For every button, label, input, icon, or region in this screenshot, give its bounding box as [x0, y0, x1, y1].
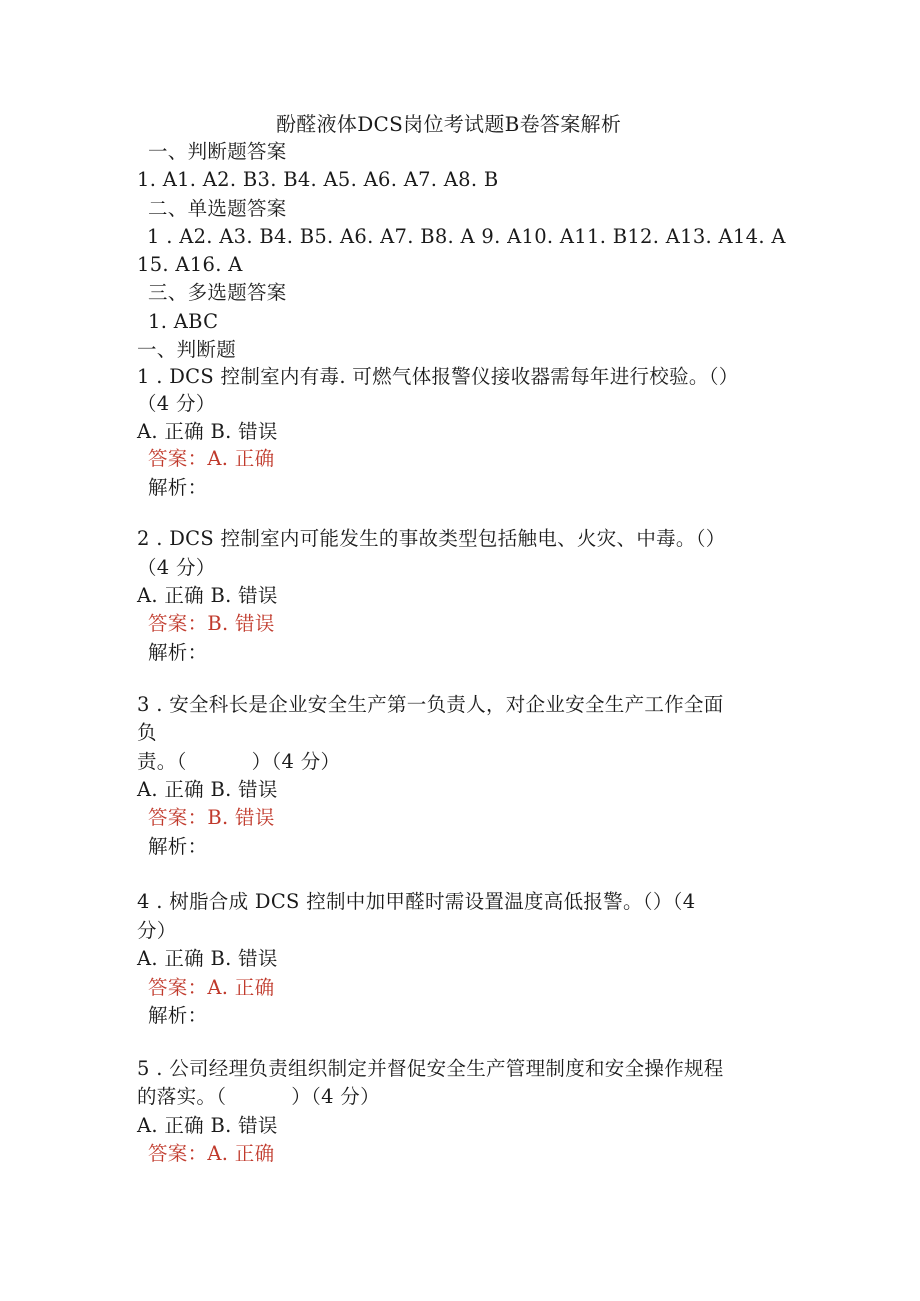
answer-line-judgment: 1. A1. A2. B3. B4. A5. A6. A7. A8. B [137, 168, 499, 191]
question-text: 5 . 公司经理负责组织制定并督促安全生产管理制度和安全操作规程 [137, 1057, 724, 1080]
answer-section-heading-judgment: 一、判断题答案 [148, 140, 287, 163]
question-answer: 答案：B. 错误 [148, 806, 275, 829]
answer-section-heading-multiple-choice: 三、多选题答案 [148, 281, 287, 304]
question-analysis: 解析： [148, 1004, 208, 1027]
question-text: （4 分） [137, 392, 216, 415]
question-options: A. 正确 B. 错误 [137, 420, 278, 443]
question-options: A. 正确 B. 错误 [137, 778, 278, 801]
question-options: A. 正确 B. 错误 [137, 584, 278, 607]
answer-line-single-choice: 1 . A2. A3. B4. B5. A6. A7. B8. A 9. A10. A11. B12. A13. A14. A [147, 225, 786, 248]
question-analysis: 解析： [148, 476, 208, 499]
question-text: 分） [137, 919, 177, 942]
question-options: A. 正确 B. 错误 [137, 1114, 278, 1137]
question-text: 负 [137, 721, 157, 744]
answer-line-single-choice: 15. A16. A [137, 253, 243, 276]
question-analysis: 解析： [148, 835, 208, 858]
question-options: A. 正确 B. 错误 [137, 947, 278, 970]
answer-line-multiple-choice: 1. ABC [148, 310, 219, 333]
document-title: 酚醛液体DCS岗位考试题B卷答案解析 [276, 112, 622, 136]
question-text: 2 . DCS 控制室内可能发生的事故类型包括触电、火灾、中毒。（） [137, 527, 726, 550]
question-answer: 答案：B. 错误 [148, 612, 275, 635]
question-text: （4 分） [137, 556, 216, 579]
question-text: 的落实。（ ）（4 分） [137, 1085, 380, 1108]
question-text: 4 . 树脂合成 DCS 控制中加甲醛时需设置温度高低报警。（）（4 [137, 890, 696, 913]
question-answer: 答案：A. 正确 [148, 447, 275, 470]
question-text: 3 . 安全科长是企业安全生产第一负责人，对企业安全生产工作全面 [137, 693, 724, 716]
question-analysis: 解析： [148, 641, 208, 664]
question-answer: 答案：A. 正确 [148, 976, 275, 999]
section-heading: 一、判断题 [137, 338, 237, 361]
question-text: 责。（ ）（4 分） [137, 750, 341, 773]
question-text: 1 . DCS 控制室内有毒. 可燃气体报警仪接收器需每年进行校验。（） [137, 365, 739, 388]
question-answer: 答案：A. 正确 [148, 1142, 275, 1165]
answer-section-heading-single-choice: 二、单选题答案 [148, 197, 287, 220]
